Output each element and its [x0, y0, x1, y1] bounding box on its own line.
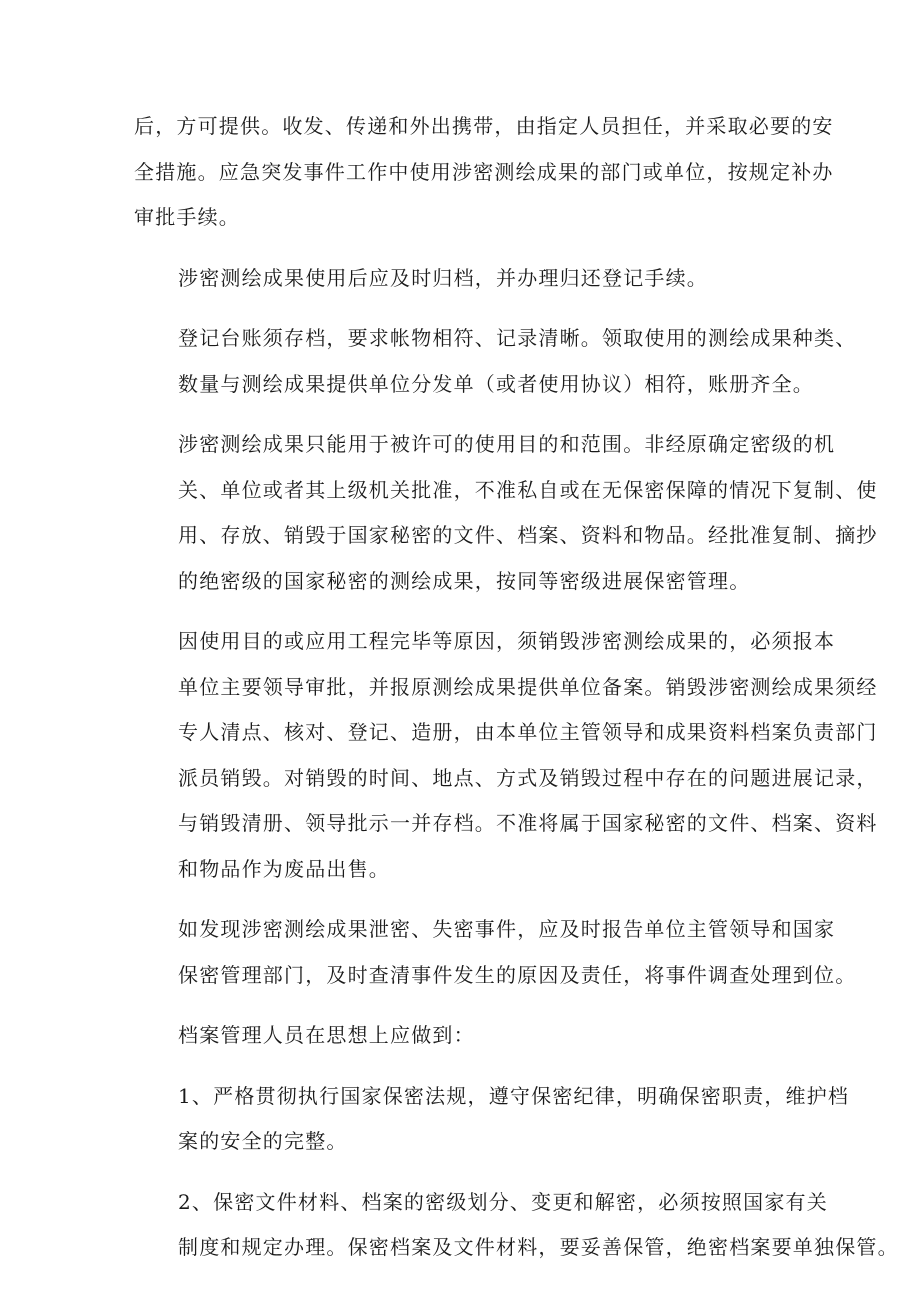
text-line: 档案管理人员在思想上应做到：: [178, 1023, 475, 1047]
text-line: 单位主要领导审批，并报原测绘成果提供单位备案。销毁涉密测绘成果须经: [178, 674, 878, 699]
text-line: 涉密测绘成果只能用于被许可的使用目的和范围。非经原确定密级的机: [178, 432, 836, 456]
text-line: 保密管理部门，及时查清事件发生的原因及责任，将事件调查处理到位。: [178, 962, 857, 987]
text-line: 数量与测绘成果提供单位分发单（或者使用协议）相符，账册齐全。: [178, 371, 814, 396]
text-line: 2、保密文件材料、档案的密级划分、变更和解密，必须按照国家有关: [178, 1189, 828, 1214]
text-line: 涉密测绘成果使用后应及时归档，并办理归还登记手续。: [178, 265, 708, 290]
paragraph-6: [134, 907, 857, 998]
paragraph-4: [134, 422, 878, 604]
paragraph-9: [134, 1180, 899, 1271]
text-line: 如发现涉密测绘成果泄密、失密事件，应及时报告单位主管领导和国家: [178, 917, 836, 941]
text-line: 1、严格贯彻执行国家保密法规，遵守保密纪律，明确保密职责，维护档: [178, 1083, 850, 1108]
paragraph-8: [134, 1074, 850, 1165]
text-line: 制度和规定办理。保密档案及文件材料，要妥善保管，绝密档案要单独保管。: [178, 1235, 899, 1259]
text-line: 关、单位或者其上级机关批准，不准私自或在无保密保障的情况下复制、使: [178, 477, 878, 502]
text-line: 审批手续。: [134, 205, 240, 229]
text-line: 因使用目的或应用工程完毕等原因，须销毁涉密测绘成果的，必须报本: [178, 629, 836, 653]
paragraph-3: [134, 316, 857, 407]
text-line: 后，方可提供。收发、传递和外出携带，由指定人员担任，并采取必要的安: [134, 114, 834, 138]
text-line: 的绝密级的国家秘密的测绘成果，按同等密级进展保密管理。: [178, 568, 751, 593]
paragraph-7: [134, 1013, 802, 1059]
text-line: 与销毁清册、领导批示一并存档。不准将属于国家秘密的文件、档案、资料: [178, 811, 878, 835]
document-body: [134, 104, 899, 1286]
text-line: 案的安全的完整。: [178, 1129, 348, 1153]
text-line: 专人清点、核对、登记、造册，由本单位主管领导和成果资料档案负责部门: [178, 720, 878, 744]
text-line: 和物品作为废品出售。: [178, 856, 390, 881]
paragraph-2: [134, 256, 802, 302]
paragraph-1: [134, 104, 834, 241]
text-line: 全措施。应急突发事件工作中使用涉密测绘成果的部门或单位，按规定补办: [134, 159, 834, 184]
text-line: 登记台账须存档，要求帐物相符、记录清晰。领取使用的测绘成果种类、: [178, 326, 857, 350]
paragraph-5: [134, 619, 878, 892]
text-line: 用、存放、销毁于国家秘密的文件、档案、资料和物品。经批准复制、摘抄: [178, 523, 878, 547]
text-line: 派员销毁。对销毁的时间、地点、方式及销毁过程中存在的问题进展记录，: [178, 765, 878, 790]
